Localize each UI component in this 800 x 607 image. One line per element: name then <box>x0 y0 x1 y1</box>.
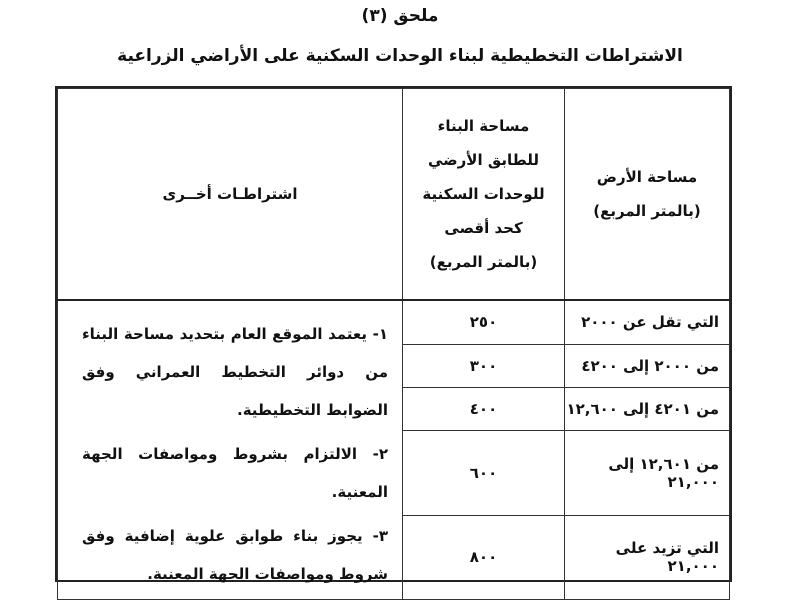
conditions-table <box>55 86 732 582</box>
table-row <box>58 300 730 344</box>
building-area-cell: ٣٠٠ <box>403 344 565 387</box>
building-area-cell: ٢٥٠ <box>403 300 565 344</box>
header-building-area-line: للوحدات السكنية <box>422 185 545 203</box>
building-area-cell: ٦٠٠ <box>403 431 565 515</box>
other-conditions-cell <box>58 300 403 600</box>
building-area-cell: ٨٠٠ <box>403 515 565 599</box>
document-title: الاشتراطات التخطيطية لبناء الوحدات السكنية على الأراضي الزراعية <box>117 46 683 66</box>
annex-label: ملحق (٣) <box>361 6 439 26</box>
header-building-area-line: للطابق الأرضي <box>428 151 539 169</box>
header-row <box>58 89 730 301</box>
header-land-area-line: مساحة الأرض <box>596 168 698 186</box>
land-area-cell: من ١٢,٦٠١ إلى ٢١,٠٠٠ <box>565 431 730 515</box>
building-area-cell: ٤٠٠ <box>403 388 565 431</box>
condition-item: ٢- الالتزام بشروط ومواصفات الجهة المعنية. <box>82 445 388 501</box>
header-building-area <box>403 89 565 301</box>
header-land-area-unit: (بالمتر المربع) <box>593 202 701 220</box>
condition-item: ١- يعتمد الموقع العام بتحديد مساحة البناء من دوائر التخطيط العمراني وفق الضوابط التخطيطية. <box>82 325 388 419</box>
header-land-area <box>565 89 730 301</box>
land-area-cell: التي تقل عن ٢٠٠٠ <box>565 300 730 344</box>
land-area-cell: من ٢٠٠٠ إلى ٤٢٠٠ <box>565 344 730 387</box>
header-building-area-unit: (بالمتر المربع) <box>429 253 538 271</box>
header-building-area-line: مساحة البناء <box>437 117 530 135</box>
land-area-cell: التي تزيد على ٢١,٠٠٠ <box>565 515 730 599</box>
conditions-grid <box>57 88 730 600</box>
header-building-area-line: كحد أقصى <box>444 219 523 237</box>
header-other-conditions: اشتراطـات أخــرى <box>58 89 403 301</box>
condition-item: ٣- يجوز بناء طوابق علوية إضافية وفق شروط ومواصفات الجهة المعنية. <box>82 527 388 583</box>
land-area-cell: من ٤٢٠١ إلى ١٢,٦٠٠ <box>565 388 730 431</box>
